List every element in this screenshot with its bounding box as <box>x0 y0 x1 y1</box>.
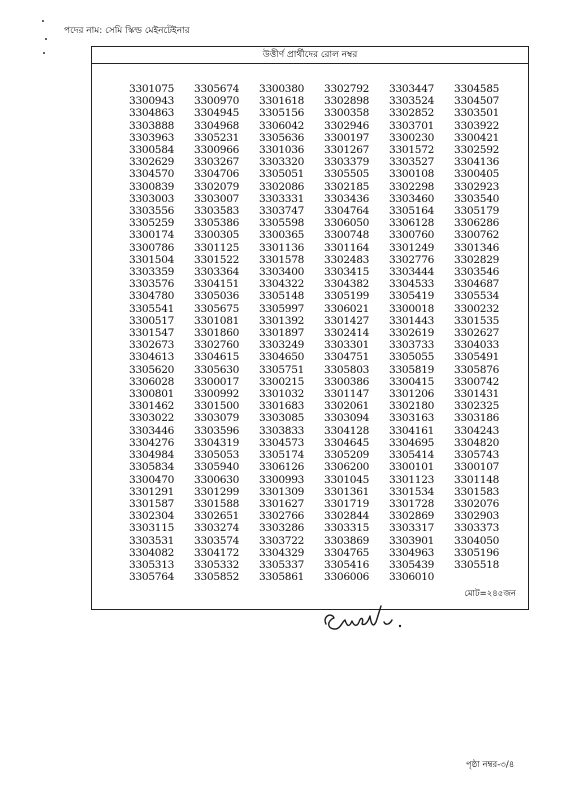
roll-number: 3301535 <box>454 314 500 327</box>
total-count: মোট=২৪৫জন <box>464 589 516 599</box>
roll-number: 3303022 <box>129 412 175 425</box>
roll-number: 3300358 <box>324 107 370 120</box>
roll-number: 3303447 <box>389 83 435 95</box>
roll-number: 3302185 <box>324 180 370 193</box>
roll-number: 3305386 <box>194 217 240 230</box>
roll-number: 3305313 <box>129 558 175 571</box>
roll-number: 3304585 <box>454 83 500 95</box>
roll-number: 3300215 <box>259 375 305 388</box>
roll-number: 3300760 <box>389 229 435 242</box>
roll-number: 3301148 <box>454 473 500 486</box>
roll-number: 3305675 <box>194 302 240 315</box>
roll-number: 3304329 <box>259 546 305 559</box>
roll-number: 3302844 <box>324 510 370 523</box>
roll-number: 3305819 <box>389 363 435 376</box>
roll-number: 3304751 <box>324 351 370 364</box>
roll-number: 3301860 <box>194 327 240 340</box>
roll-number: 3300786 <box>129 241 175 254</box>
roll-number: 3301045 <box>324 473 370 486</box>
roll-number: 3303531 <box>129 534 175 547</box>
roll-number: 3301728 <box>389 497 435 510</box>
roll-number: 3305337 <box>259 558 305 571</box>
roll-number: 3303320 <box>259 156 305 169</box>
roll-number: 3300762 <box>454 229 500 242</box>
roll-number: 3301427 <box>324 314 370 327</box>
results-table <box>91 46 529 610</box>
roll-number: 3302651 <box>194 510 240 523</box>
roll-number: 3303085 <box>259 412 305 425</box>
roll-number: 3305439 <box>389 558 435 571</box>
roll-number: 3304863 <box>129 107 175 120</box>
roll-number: 3306021 <box>324 302 370 315</box>
roll-number: 3301081 <box>194 314 240 327</box>
roll-number: 3305199 <box>324 290 370 303</box>
roll-number: 3303922 <box>454 119 500 132</box>
roll-number: 3303163 <box>389 412 435 425</box>
roll-number: 3302776 <box>389 253 435 266</box>
roll-number: 3301618 <box>259 95 305 108</box>
roll-number: 3304650 <box>259 351 305 364</box>
roll-number: 3300630 <box>194 473 240 486</box>
roll-number: 3304573 <box>259 436 305 449</box>
roll-number: 3303869 <box>324 534 370 547</box>
roll-number: 3301504 <box>129 253 175 266</box>
roll-number: 3300993 <box>259 473 305 486</box>
roll-number: 3302304 <box>129 510 175 523</box>
roll-number: 3302923 <box>454 180 500 193</box>
roll-number: 3301346 <box>454 241 500 254</box>
roll-number: 3305209 <box>324 449 370 462</box>
roll-number: 3304645 <box>324 436 370 449</box>
roll-number: 3301123 <box>389 473 435 486</box>
roll-number: 3304507 <box>454 95 500 108</box>
roll-number: 3303400 <box>259 266 305 279</box>
roll-number: 3306028 <box>129 375 175 388</box>
roll-number: 3306200 <box>324 461 370 474</box>
roll-number: 3305505 <box>324 168 370 181</box>
roll-number: 3300174 <box>129 229 175 242</box>
roll-number: 3303546 <box>454 266 500 279</box>
roll-number: 3303576 <box>129 278 175 291</box>
roll-number: 3302898 <box>324 95 370 108</box>
roll-number: 3301206 <box>389 388 435 401</box>
roll-number: 3301299 <box>194 485 240 498</box>
roll-number: 3302829 <box>454 253 500 266</box>
roll-number: 3305764 <box>129 571 175 584</box>
roll-number: 3302619 <box>389 327 435 340</box>
roll-number: 3302627 <box>454 327 500 340</box>
signature <box>318 602 408 640</box>
roll-number: 3302061 <box>324 400 370 413</box>
roll-number: 3301588 <box>194 497 240 510</box>
roll-number: 3302629 <box>129 156 175 169</box>
roll-number: 3300386 <box>324 375 370 388</box>
roll-number: 3305148 <box>259 290 305 303</box>
roll-number: 3303444 <box>389 266 435 279</box>
roll-number: 3305674 <box>194 83 240 95</box>
roll-number: 3304765 <box>324 546 370 559</box>
roll-number: 3305534 <box>454 290 500 303</box>
roll-number: 3302414 <box>324 327 370 340</box>
roll-number: 3303301 <box>324 339 370 352</box>
roll-number: 3300470 <box>129 473 175 486</box>
roll-number: 3302325 <box>454 400 500 413</box>
roll-number: 3301897 <box>259 327 305 340</box>
roll-number: 3303094 <box>324 412 370 425</box>
roll-number: 3300197 <box>324 131 370 144</box>
roll-number: 3303524 <box>389 95 435 108</box>
roll-number: 3302076 <box>454 497 500 510</box>
roll-number: 3303446 <box>129 424 175 437</box>
roll-number: 3302852 <box>389 107 435 120</box>
roll-number: 3304161 <box>389 424 435 437</box>
roll-number: 3305876 <box>454 363 500 376</box>
roll-number: 3301431 <box>454 388 500 401</box>
roll-number: 3300230 <box>389 131 435 144</box>
roll-number: 3302673 <box>129 339 175 352</box>
roll-number: 3301125 <box>194 241 240 254</box>
roll-number-grid <box>129 83 519 583</box>
roll-number: 3304613 <box>129 351 175 364</box>
roll-number: 3301309 <box>259 485 305 498</box>
roll-number: 3303436 <box>324 192 370 205</box>
roll-number: 3305051 <box>259 168 305 181</box>
roll-number: 3305055 <box>389 351 435 364</box>
roll-number: 3304319 <box>194 436 240 449</box>
roll-number: 3300970 <box>194 95 240 108</box>
roll-number: 3304968 <box>194 119 240 132</box>
roll-number: 3305231 <box>194 131 240 144</box>
roll-number: 3300943 <box>129 95 175 108</box>
roll-number: 3303733 <box>389 339 435 352</box>
roll-number: 3303267 <box>194 156 240 169</box>
roll-number: 3303701 <box>389 119 435 132</box>
roll-number: 3301392 <box>259 314 305 327</box>
roll-number: 3300801 <box>129 388 175 401</box>
roll-number: 3304570 <box>129 168 175 181</box>
roll-number: 3302946 <box>324 119 370 132</box>
roll-number: 3305174 <box>259 449 305 462</box>
roll-number: 3303317 <box>389 522 435 535</box>
roll-number: 3303747 <box>259 205 305 218</box>
roll-number: 3302903 <box>454 510 500 523</box>
roll-number: 3302180 <box>389 400 435 413</box>
roll-number: 3302079 <box>194 180 240 193</box>
roll-number: 3300742 <box>454 375 500 388</box>
roll-number: 3300415 <box>389 375 435 388</box>
roll-number: 3304533 <box>389 278 435 291</box>
roll-number: 3304082 <box>129 546 175 559</box>
roll-number: 3306006 <box>324 571 370 584</box>
roll-number: 3300108 <box>389 168 435 181</box>
roll-number: 3304033 <box>454 339 500 352</box>
roll-number: 3303574 <box>194 534 240 547</box>
roll-number: 3301578 <box>259 253 305 266</box>
roll-number: 3303888 <box>129 119 175 132</box>
roll-number: 3303286 <box>259 522 305 535</box>
roll-number: 3306042 <box>259 119 305 132</box>
roll-number: 3301036 <box>259 144 305 157</box>
roll-number: 3303115 <box>129 522 175 535</box>
roll-number: 3304276 <box>129 436 175 449</box>
roll-number: 3300101 <box>389 461 435 474</box>
roll-number: 3305861 <box>259 571 305 584</box>
roll-number: 3303274 <box>194 522 240 535</box>
roll-number: 3306050 <box>324 217 370 230</box>
roll-number: 3300232 <box>454 302 500 315</box>
roll-number: 3304984 <box>129 449 175 462</box>
roll-number: 3300107 <box>454 461 500 474</box>
roll-number: 3303379 <box>324 156 370 169</box>
roll-number: 3304820 <box>454 436 500 449</box>
roll-number: 3304172 <box>194 546 240 559</box>
roll-number: 3300017 <box>194 375 240 388</box>
roll-number: 3301572 <box>389 144 435 157</box>
roll-number: 3300966 <box>194 144 240 157</box>
roll-number: 3305518 <box>454 558 500 571</box>
roll-number: 3305803 <box>324 363 370 376</box>
roll-number: 3305636 <box>259 131 305 144</box>
roll-number: 3300365 <box>259 229 305 242</box>
roll-number: 3306010 <box>389 571 435 584</box>
roll-number: 3305751 <box>259 363 305 376</box>
roll-number: 3305620 <box>129 363 175 376</box>
roll-number: 3303003 <box>129 192 175 205</box>
roll-number: 3301249 <box>389 241 435 254</box>
roll-number: 3302592 <box>454 144 500 157</box>
roll-number: 3304780 <box>129 290 175 303</box>
roll-number: 3301136 <box>259 241 305 254</box>
roll-number: 3300839 <box>129 180 175 193</box>
roll-number: 3303963 <box>129 131 175 144</box>
page-number: পৃষ্ঠা নম্বর-৩/৪ <box>466 760 515 770</box>
roll-number: 3301164 <box>324 241 370 254</box>
roll-number: 3304382 <box>324 278 370 291</box>
roll-number: 3306126 <box>259 461 305 474</box>
scan-speck <box>42 20 44 22</box>
roll-number: 3303315 <box>324 522 370 535</box>
roll-number: 3305053 <box>194 449 240 462</box>
roll-number: 3304243 <box>454 424 500 437</box>
roll-number: 3303901 <box>389 534 435 547</box>
roll-number: 3301443 <box>389 314 435 327</box>
roll-number: 3304695 <box>389 436 435 449</box>
roll-number: 3304151 <box>194 278 240 291</box>
roll-number: 3305036 <box>194 290 240 303</box>
roll-number: 3303596 <box>194 424 240 437</box>
roll-number: 3304945 <box>194 107 240 120</box>
roll-number: 3303373 <box>454 522 500 535</box>
roll-number: 3300992 <box>194 388 240 401</box>
table-title: উত্তীর্ণ প্রার্থীদের রোল নম্বর <box>92 47 528 64</box>
roll-number: 3306128 <box>389 217 435 230</box>
roll-number: 3303364 <box>194 266 240 279</box>
roll-number: 3304963 <box>389 546 435 559</box>
roll-number: 3300517 <box>129 314 175 327</box>
roll-number: 3303249 <box>259 339 305 352</box>
roll-number: 3304706 <box>194 168 240 181</box>
roll-number: 3302766 <box>259 510 305 523</box>
roll-number: 3302760 <box>194 339 240 352</box>
roll-number: 3305541 <box>129 302 175 315</box>
roll-number: 3305414 <box>389 449 435 462</box>
roll-number: 3303527 <box>389 156 435 169</box>
roll-number: 3305259 <box>129 217 175 230</box>
roll-number: 3302298 <box>389 180 435 193</box>
roll-number: 3305940 <box>194 461 240 474</box>
roll-number: 3301627 <box>259 497 305 510</box>
roll-number: 3301583 <box>454 485 500 498</box>
roll-number: 3301462 <box>129 400 175 413</box>
roll-number: 3303556 <box>129 205 175 218</box>
roll-number: 3300748 <box>324 229 370 242</box>
scan-speck <box>43 52 45 54</box>
roll-number: 3305416 <box>324 558 370 571</box>
roll-number: 3301147 <box>324 388 370 401</box>
scan-speck <box>45 38 47 40</box>
roll-number: 3305834 <box>129 461 175 474</box>
roll-number: 3301719 <box>324 497 370 510</box>
roll-number: 3303186 <box>454 412 500 425</box>
roll-number: 3303722 <box>259 534 305 547</box>
roll-number: 3300380 <box>259 83 305 95</box>
roll-number: 3303415 <box>324 266 370 279</box>
roll-number: 3305852 <box>194 571 240 584</box>
roll-number: 3302792 <box>324 83 370 95</box>
roll-number: 3300584 <box>129 144 175 157</box>
roll-number: 3303007 <box>194 192 240 205</box>
roll-number: 3304322 <box>259 278 305 291</box>
roll-number: 3301267 <box>324 144 370 157</box>
roll-number: 3305419 <box>389 290 435 303</box>
roll-number: 3305332 <box>194 558 240 571</box>
roll-number: 3303540 <box>454 192 500 205</box>
roll-number: 3303501 <box>454 107 500 120</box>
roll-number: 3304687 <box>454 278 500 291</box>
roll-number: 3305164 <box>389 205 435 218</box>
roll-number: 3301500 <box>194 400 240 413</box>
roll-number: 3304050 <box>454 534 500 547</box>
roll-number: 3303583 <box>194 205 240 218</box>
roll-number: 3300421 <box>454 131 500 144</box>
roll-number: 3300018 <box>389 302 435 315</box>
roll-number: 3304615 <box>194 351 240 364</box>
roll-number: 3302483 <box>324 253 370 266</box>
roll-number: 3301075 <box>129 83 175 95</box>
roll-number: 3305196 <box>454 546 500 559</box>
roll-number: 3305630 <box>194 363 240 376</box>
roll-number: 3301291 <box>129 485 175 498</box>
roll-number: 3304136 <box>454 156 500 169</box>
roll-number: 3301587 <box>129 497 175 510</box>
roll-number: 3305179 <box>454 205 500 218</box>
roll-number: 3300405 <box>454 168 500 181</box>
roll-number: 3301683 <box>259 400 305 413</box>
roll-number: 3303359 <box>129 266 175 279</box>
roll-number: 3301534 <box>389 485 435 498</box>
roll-number: 3305743 <box>454 449 500 462</box>
roll-number: 3301032 <box>259 388 305 401</box>
roll-number: 3300305 <box>194 229 240 242</box>
roll-number: 3303331 <box>259 192 305 205</box>
roll-number: 3305997 <box>259 302 305 315</box>
roll-number: 3305156 <box>259 107 305 120</box>
roll-number: 3306286 <box>454 217 500 230</box>
roll-number: 3301522 <box>194 253 240 266</box>
post-name: পদের নাম: সেমি স্কিল্ড মেইনটেইনার <box>64 26 190 36</box>
roll-number: 3305491 <box>454 351 500 364</box>
roll-number: 3303460 <box>389 192 435 205</box>
roll-number: 3304764 <box>324 205 370 218</box>
roll-number: 3302086 <box>259 180 305 193</box>
roll-number: 3305598 <box>259 217 305 230</box>
roll-number: 3303833 <box>259 424 305 437</box>
roll-number: 3303079 <box>194 412 240 425</box>
roll-number: 3301361 <box>324 485 370 498</box>
roll-number: 3304128 <box>324 424 370 437</box>
roll-number: 3302869 <box>389 510 435 523</box>
roll-number: 3301547 <box>129 327 175 340</box>
